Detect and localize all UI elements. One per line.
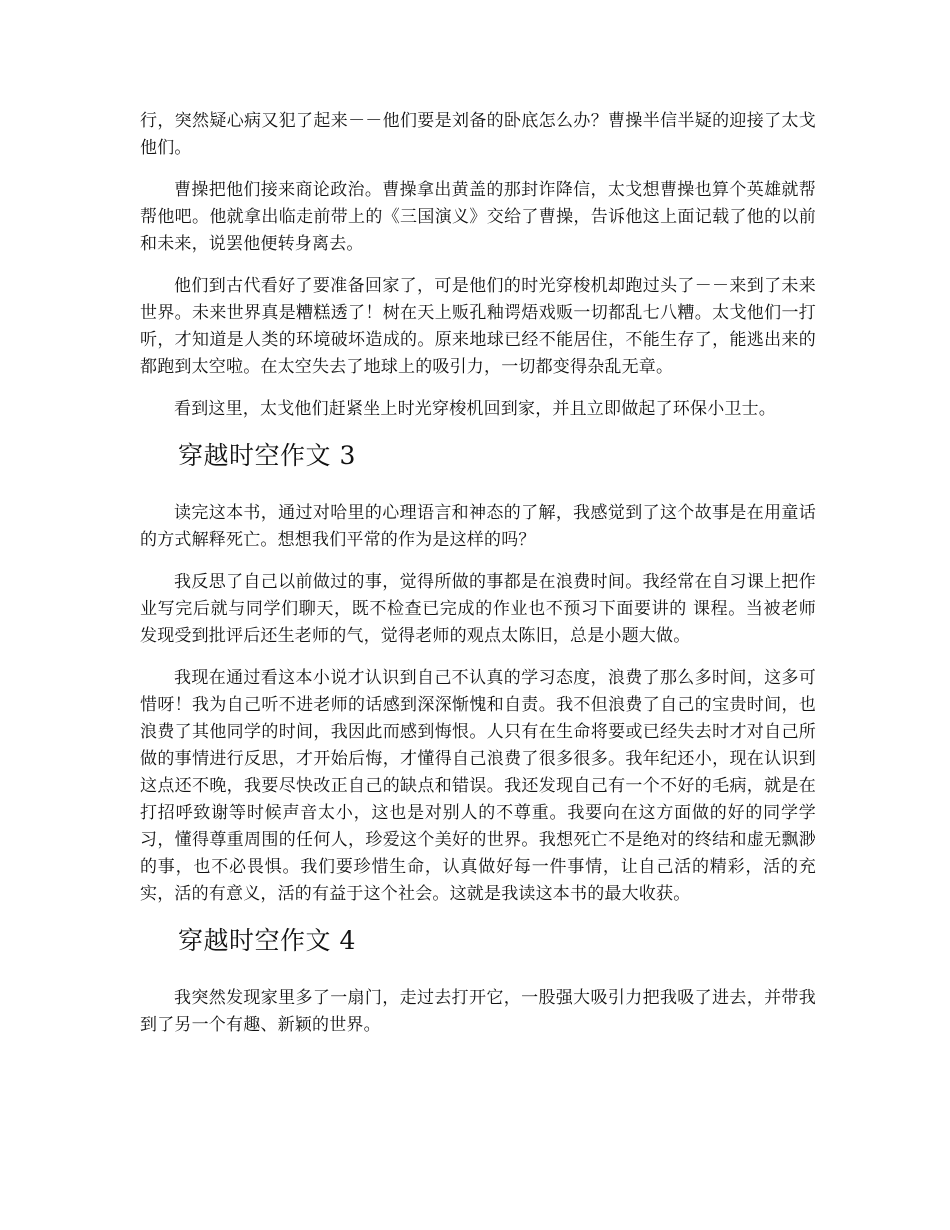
paragraph-reflection: 我反思了自己以前做过的事，觉得所做的事都是在浪费时间。我经常在自习课上把作业写完后就与同学们聊天，既不检查已完成的作业也不预习下面要讲的 课程。当被老师发现受到批评后还生老师的气，觉得老师的观点太陈旧，总是小题大做。 xyxy=(140,572,816,646)
paragraph-cao-cao-meeting: 曹操把他们接来商论政治。曹操拿出黄盖的那封诈降信，太戈想曹操也算个英雄就帮帮他吧。他就拿出临走前带上的《三国演义》交给了曹操，告诉他这上面记载了他的以前和未来，说罢他便转身离去。 xyxy=(140,180,816,254)
paragraph-continuation: 行，突然疑心病又犯了起来－－他们要是刘备的卧底怎么办？曹操半信半疑的迎接了太戈他们。 xyxy=(140,111,816,158)
paragraph-realization: 我现在通过看这本小说才认识到自己不认真的学习态度，浪费了那么多时间，这多可惜呀！我为自己听不进老师的话感到深深惭愧和自责。我不但浪费了自己的宝贵时间，也浪费了其他同学的时间，我因此而感到悔恨。人只有在生命将要或已经失去时才对自己所做的事情进行反思，才开始后悔，才懂得自己浪费了很多很多。我年纪还小，现在认识到这点还不晚，我要尽快改正自己的缺点和错误。我还发现自己有一个不好的毛病，就是在打招呼致谢等时候声音太小，这也是对别人的不尊重。我要向在这方面做的好的同学学习，懂得尊重周围的任何人，珍爱这个美好的世界。我想死亡不是绝对的终结和虚无飘渺的事，也不必畏惧。我们要珍惜生命，认真做好每一件事情，让自己活的精彩，活的充实，活的有意义，活的有益于这个社会。这就是我读这本书的最大收获。 xyxy=(140,668,816,904)
paragraph-future-world: 他们到古代看好了要准备回家了，可是他们的时光穿梭机却跑过头了－－来到了未来世界。未来世界真是糟糕透了！树在天上贩孔釉谔焐戏贩一切都乱七八糟。太戈他们一打听，才知道是人类的环境破坏造成的。原来地球已经不能居住，不能生存了，能逃出来的都跑到太空啦。在太空失去了地球上的吸引力，一切都变得杂乱无章。 xyxy=(140,276,816,377)
paragraph-book-reading: 读完这本书，通过对哈里的心理语言和神态的了解，我感觉到了这个故事是在用童话的方式解释死亡。想想我们平常的作为是这样的吗？ xyxy=(140,503,816,550)
paragraph-new-door: 我突然发现家里多了一扇门，走过去打开它，一股强大吸引力把我吸了进去，并带我到了另一个有趣、新颖的世界。 xyxy=(140,988,816,1035)
section-heading-4: 穿越时空作文 4 xyxy=(178,926,356,955)
paragraph-return-home: 看到这里，太戈他们赶紧坐上时光穿梭机回到家，并且立即做起了环保小卫士。 xyxy=(174,399,776,419)
document-page xyxy=(140,108,816,1054)
section-heading-3: 穿越时空作文 3 xyxy=(178,441,356,470)
